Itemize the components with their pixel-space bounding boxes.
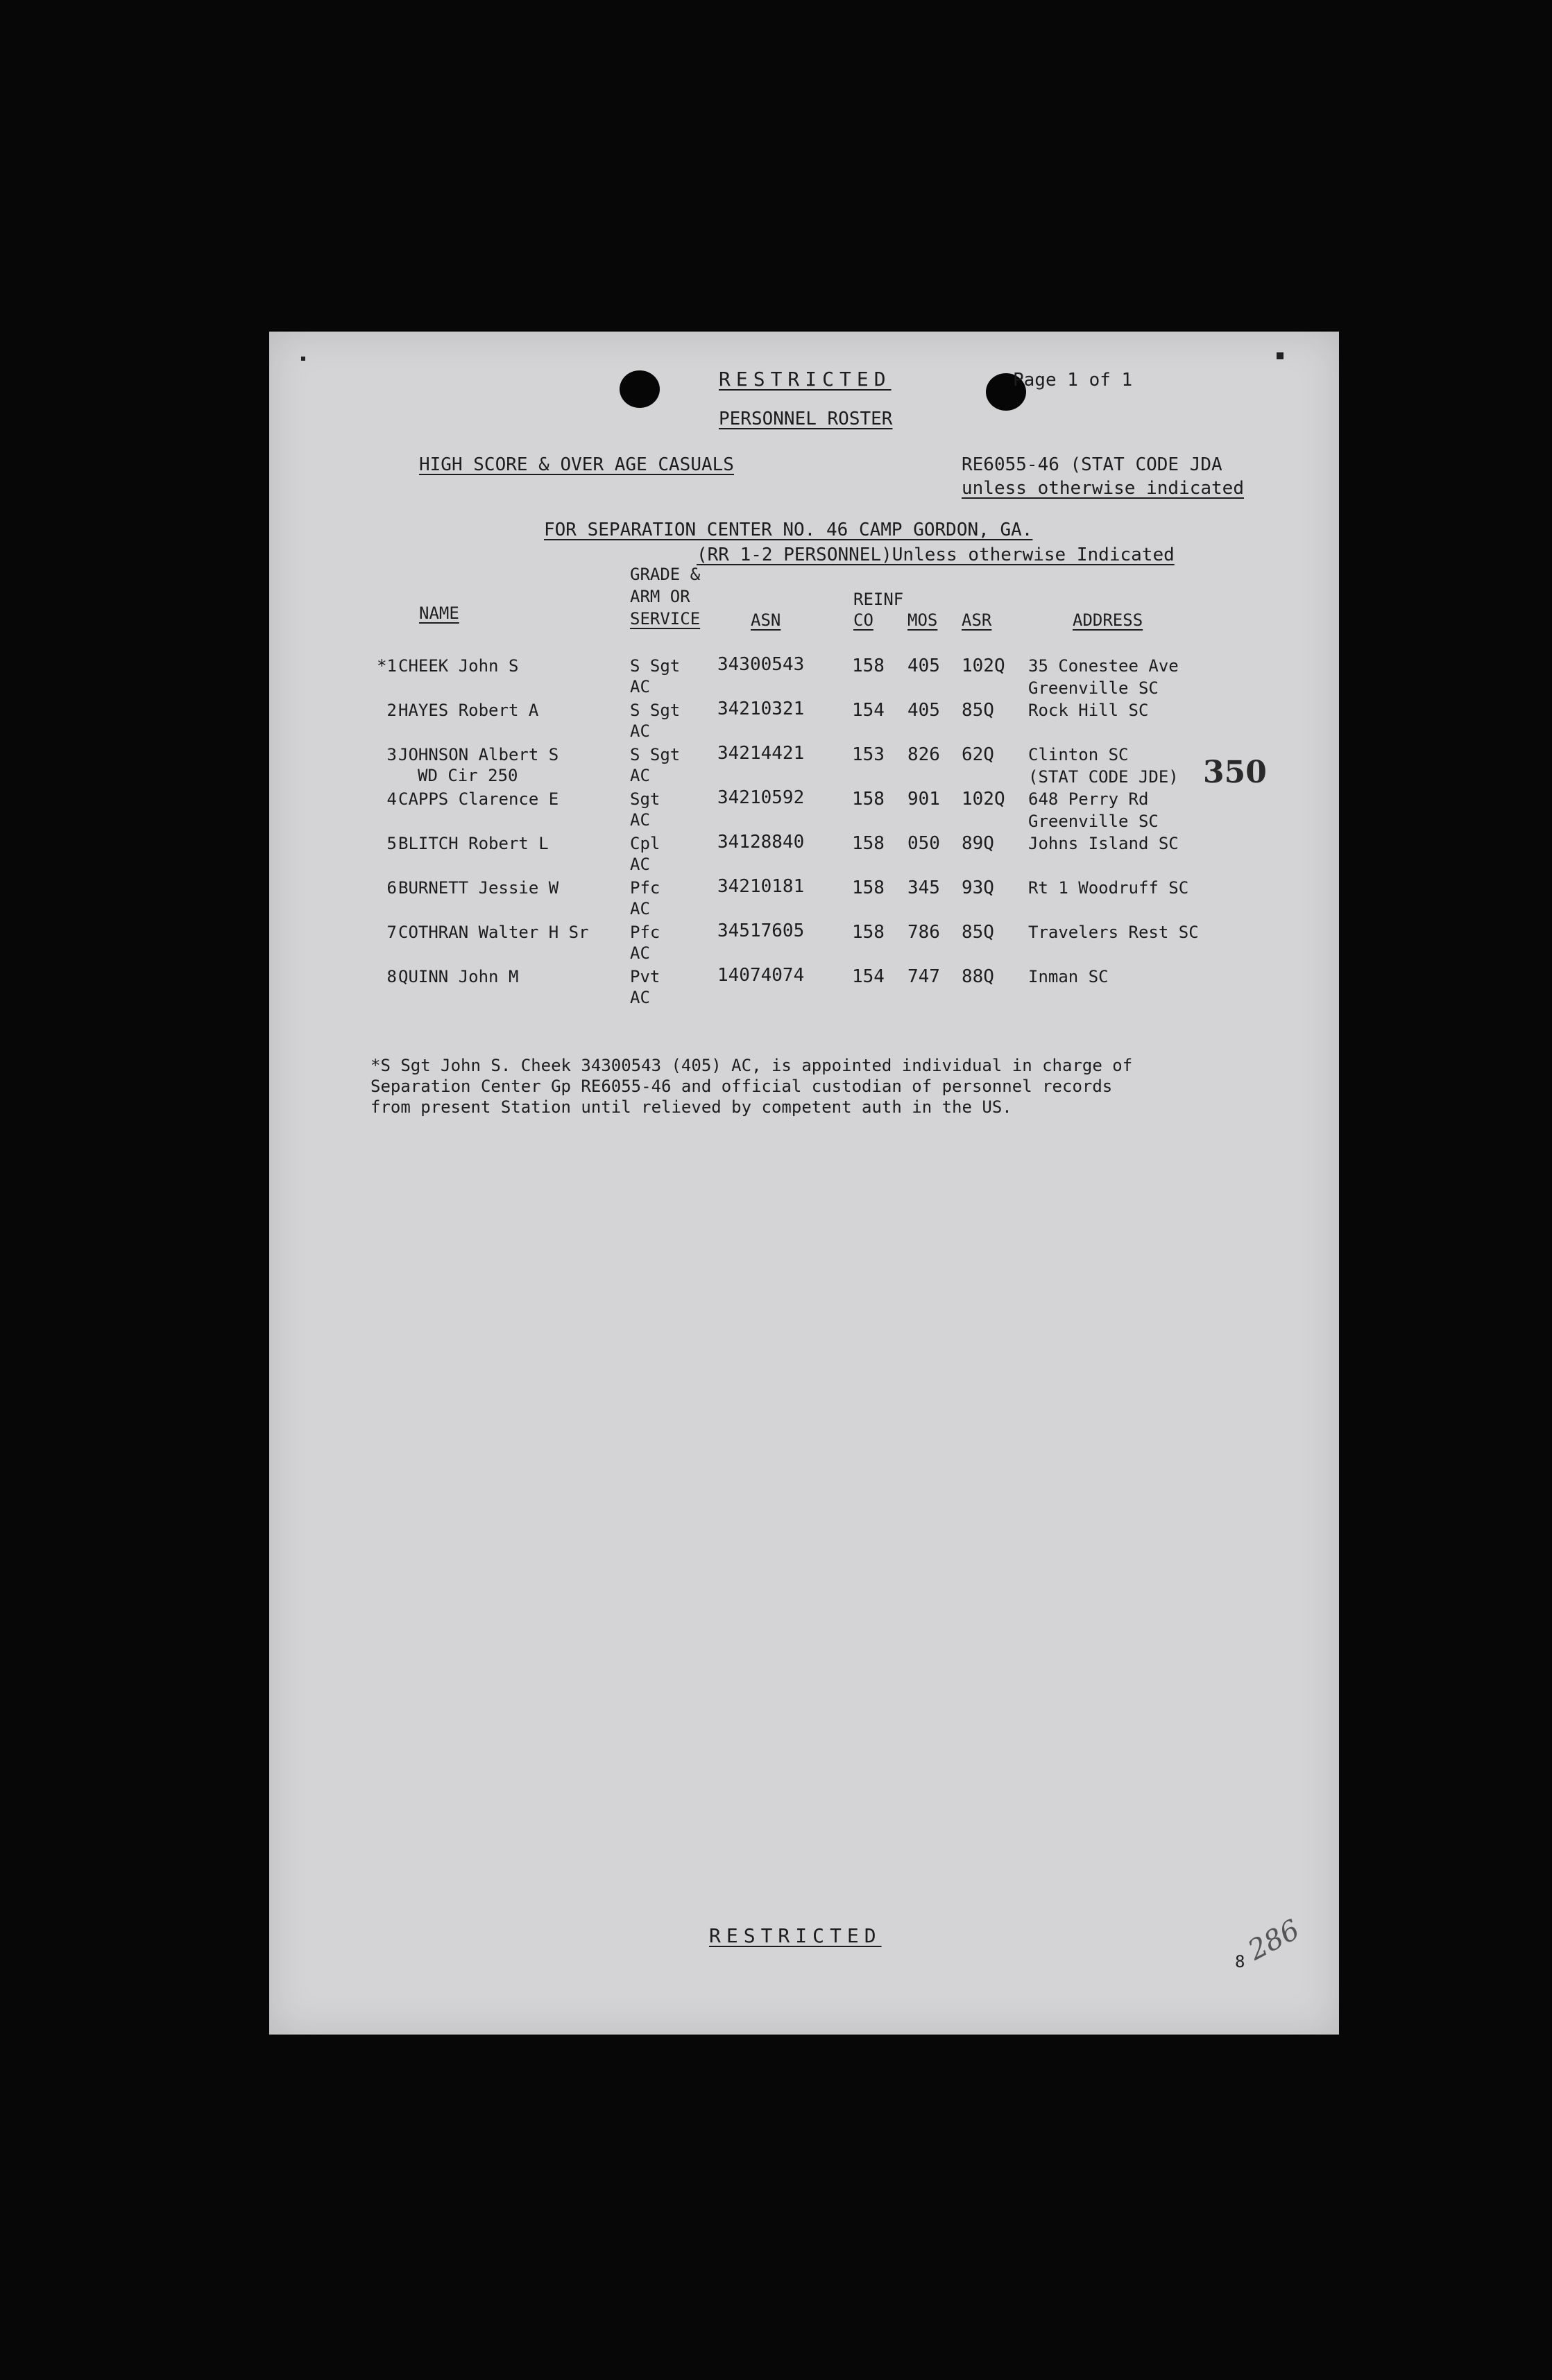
row-mos: 786 — [907, 922, 940, 943]
row-mos: 747 — [907, 966, 940, 987]
row-mos: 405 — [907, 656, 940, 676]
corner-mark-number: 8 — [1235, 1952, 1245, 1971]
footnote-line-3: from present Station until relieved by competent auth in the US. — [370, 1097, 1012, 1117]
column-header-name: NAME — [419, 603, 459, 623]
row-asn: 34517605 — [717, 921, 805, 941]
row-address: Travelers Rest SC — [1028, 923, 1199, 942]
row-grade: Pvt — [630, 967, 660, 986]
row-co: 153 — [852, 744, 885, 765]
row-service: AC — [630, 943, 650, 963]
row-mos: 826 — [907, 744, 940, 765]
row-number: 2 — [386, 701, 397, 720]
row-mos: 050 — [907, 833, 940, 854]
row-service: AC — [630, 721, 650, 741]
roster-document — [269, 332, 1339, 2035]
row-mos: 901 — [907, 789, 940, 810]
column-header-service: SERVICE — [630, 609, 701, 628]
row-name: JOHNSON Albert S — [398, 745, 559, 764]
row-asr: 102Q — [962, 656, 1005, 676]
column-header-address: ADDRESS — [1073, 610, 1143, 630]
row-asn: 34210592 — [717, 787, 805, 808]
row-number: 4 — [386, 789, 397, 809]
row-asr: 85Q — [962, 922, 994, 943]
row-grade: S Sgt — [630, 656, 681, 676]
row-name: HAYES Robert A — [398, 701, 539, 720]
row-address: Johns Island SC — [1028, 834, 1179, 853]
row-grade: Cpl — [630, 834, 660, 853]
column-header-grade: GRADE & — [630, 565, 701, 584]
row-service: AC — [630, 810, 650, 830]
row-number: 3 — [386, 745, 397, 764]
punch-hole — [620, 370, 660, 408]
page-label: Page 1 of 1 — [1013, 370, 1133, 391]
row-co: 154 — [852, 966, 885, 987]
handwritten-number: 286 — [1243, 1913, 1305, 1967]
row-name: COTHRAN Walter H Sr — [398, 923, 589, 942]
column-header-co: CO — [853, 610, 873, 630]
row-address: Clinton SC — [1028, 745, 1129, 764]
row-name: BURNETT Jessie W — [398, 878, 559, 898]
corner-mark — [301, 357, 305, 361]
row-asn: 34300543 — [717, 654, 805, 675]
column-header-reinf: REINF — [853, 590, 904, 609]
corner-mark — [1277, 352, 1284, 359]
row-asr: 102Q — [962, 789, 1005, 810]
row-asn: 14074074 — [717, 965, 805, 986]
row-service: AC — [630, 677, 650, 696]
row-address-line2: Greenville SC — [1028, 678, 1159, 698]
row-co: 158 — [852, 877, 885, 898]
row-address-line2: (STAT CODE JDE) — [1028, 767, 1179, 787]
classification-footer: RESTRICTED — [709, 1924, 882, 1947]
row-asn: 34128840 — [717, 832, 805, 853]
row-name: CAPPS Clarence E — [398, 789, 559, 809]
group-code-note: unless otherwise indicated — [962, 478, 1244, 499]
row-co: 158 — [852, 656, 885, 676]
column-header-asn: ASN — [751, 610, 781, 630]
row-asr: 85Q — [962, 700, 994, 721]
row-address-line2: Greenville SC — [1028, 812, 1159, 831]
row-name: QUINN John M — [398, 967, 519, 986]
rr-note: (RR 1-2 PERSONNEL)Unless otherwise Indicated — [697, 545, 1175, 565]
row-address: 35 Conestee Ave — [1028, 656, 1179, 676]
footnote-line-1: *S Sgt John S. Cheek 34300543 (405) AC, is appointed individual in charge of — [370, 1056, 1133, 1075]
row-grade: Pfc — [630, 923, 660, 942]
row-asr: 89Q — [962, 833, 994, 854]
row-address: Inman SC — [1028, 967, 1109, 986]
row-co: 158 — [852, 789, 885, 810]
row-name: BLITCH Robert L — [398, 834, 549, 853]
row-mos: 345 — [907, 877, 940, 898]
destination-line: FOR SEPARATION CENTER NO. 46 CAMP GORDON, GA. — [544, 520, 1033, 540]
row-co: 158 — [852, 833, 885, 854]
row-grade: Pfc — [630, 878, 660, 898]
row-address: Rt 1 Woodruff SC — [1028, 878, 1189, 898]
row-mos: 405 — [907, 700, 940, 721]
column-header-arm: ARM OR — [630, 587, 690, 606]
row-number: *1 — [377, 656, 397, 676]
row-address: Rock Hill SC — [1028, 701, 1149, 720]
row-grade: S Sgt — [630, 701, 681, 720]
row-co: 154 — [852, 700, 885, 721]
row-number: 6 — [386, 878, 397, 898]
group-title: HIGH SCORE & OVER AGE CASUALS — [419, 454, 734, 475]
row-grade: S Sgt — [630, 745, 681, 764]
row-service: AC — [630, 899, 650, 918]
row-name-note: WD Cir 250 — [418, 766, 518, 785]
column-header-mos: MOS — [907, 610, 938, 630]
row-service: AC — [630, 766, 650, 785]
row-grade: Sgt — [630, 789, 660, 809]
row-asr: 88Q — [962, 966, 994, 987]
row-asr: 93Q — [962, 877, 994, 898]
document-title: PERSONNEL ROSTER — [719, 409, 893, 429]
row-asn: 34210321 — [717, 699, 805, 719]
row-service: AC — [630, 988, 650, 1007]
stamped-number: 350 — [1203, 755, 1267, 790]
row-address: 648 Perry Rd — [1028, 789, 1149, 809]
row-co: 158 — [852, 922, 885, 943]
row-number: 8 — [386, 967, 397, 986]
row-number: 7 — [386, 923, 397, 942]
row-service: AC — [630, 855, 650, 874]
group-code: RE6055-46 (STAT CODE JDA — [962, 454, 1222, 475]
row-name: CHEEK John S — [398, 656, 519, 676]
row-number: 5 — [386, 834, 397, 853]
footnote-line-2: Separation Center Gp RE6055-46 and official custodian of personnel records — [370, 1077, 1113, 1096]
column-header-asr: ASR — [962, 610, 992, 630]
row-asn: 34210181 — [717, 876, 805, 897]
classification-header: RESTRICTED — [719, 368, 892, 391]
row-asn: 34214421 — [717, 743, 805, 764]
row-asr: 62Q — [962, 744, 994, 765]
